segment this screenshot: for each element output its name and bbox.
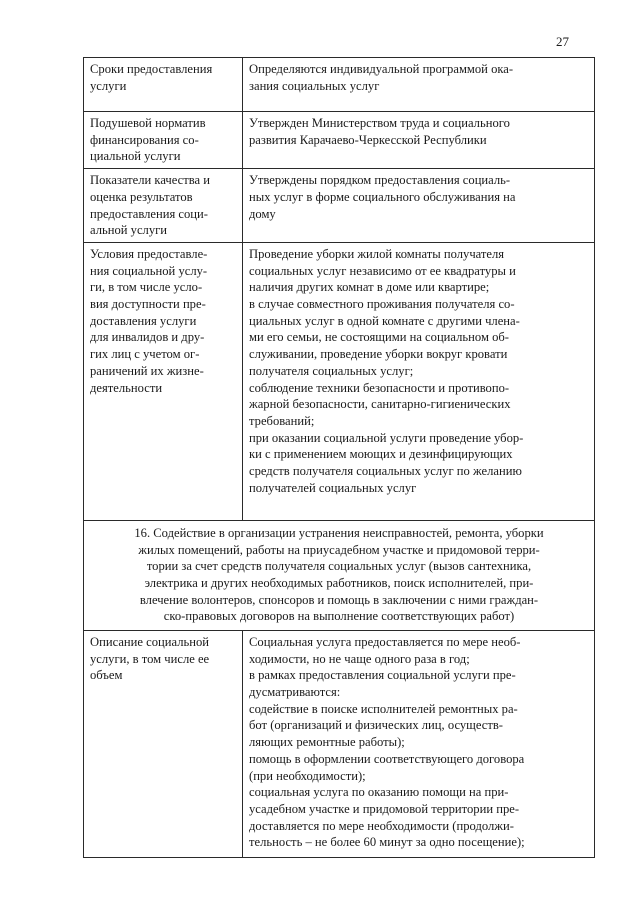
row-value-line: при оказании социальной услуги проведение убор-	[249, 430, 524, 445]
row-value-line: доставляется по мере необходимости (продолжи-	[249, 818, 514, 833]
row-value-line: бот (организаций и физических лиц, осуществ-	[249, 718, 504, 733]
row-value-line: ми его семьи, не состоящими на социальном об-	[249, 330, 509, 345]
row-value-line: Социальная услуга предоставляется по мере необ-	[249, 634, 521, 649]
section-heading-row	[84, 520, 595, 630]
table-row	[84, 169, 595, 243]
row-label-line: раничений их жизне-	[90, 363, 204, 378]
row-value-line: ки с применением моющих и дезинфицирующих	[249, 447, 513, 462]
row-value-line: Определяются индивидуальной программой ока-	[249, 62, 514, 76]
row-label-cell	[84, 242, 243, 520]
section-heading-line: жилых помещений, работы на приусадебном участке и придомовой терри-	[138, 542, 540, 557]
row-value-line: циальных услуг в одной комнате с другими члена-	[249, 313, 520, 328]
row-value-line: развития Карачаево-Черкесской Республики	[249, 132, 487, 147]
row-label-line: Показатели качества и	[90, 173, 211, 188]
row-value-line: дому	[249, 206, 276, 221]
row-label-line: услуги	[90, 78, 127, 93]
row-label-cell	[84, 58, 243, 112]
row-value-line: социальная услуга по оказанию помощи на при-	[249, 785, 509, 800]
row-value-line: ляющих ремонтные работы);	[249, 735, 405, 750]
row-label-line: деятельности	[90, 380, 163, 395]
row-label-line: Условия предоставле-	[90, 246, 208, 261]
section-heading-line: влечение волонтеров, спонсоров и помощь в заключении с ними граждан-	[139, 592, 539, 607]
row-value-line: жарной безопасности, санитарно-гигиенических	[249, 397, 511, 412]
page-number: 27	[556, 34, 569, 49]
table-row	[84, 58, 595, 112]
services-table	[83, 57, 595, 858]
section-heading-line: ско-правовых договоров на выполнение соответствующих работ)	[163, 609, 515, 624]
row-value-line: требований;	[249, 413, 315, 428]
row-value-line: получателя социальных услуг;	[249, 363, 414, 378]
row-label-line: гих лиц с учетом ог-	[90, 347, 200, 362]
row-label-line: доставления услуги	[90, 313, 197, 328]
table-row	[84, 242, 595, 520]
row-value-line: зания социальных услуг	[249, 78, 380, 93]
row-value-line: дусматриваются:	[249, 685, 341, 700]
row-label-line: альной услуги	[90, 223, 168, 238]
row-value-line: усадебном участке и придомовой территории пре-	[249, 801, 520, 816]
row-value-line: тельность – не более 60 минут за одно посещение);	[249, 835, 525, 850]
row-label-line: оценка результатов	[90, 189, 193, 204]
row-value-cell	[243, 630, 595, 857]
row-value-line: в рамках предоставления социальной услуги пре-	[249, 668, 516, 683]
row-value-line: содействие в поиске исполнителей ремонтных ра-	[249, 701, 518, 716]
row-label-line: финансирования со-	[90, 132, 199, 147]
row-value-line: ных услуг в форме социального обслуживания на	[249, 189, 516, 204]
row-label-line: услуги, в том числе ее	[90, 651, 210, 666]
section-heading-line: электрика и других необходимых работников, поиск исполнителей, при-	[144, 576, 534, 591]
section-heading	[84, 520, 595, 630]
row-value-line: средств получателя социальных услуг по желанию	[249, 464, 522, 479]
row-label-cell	[84, 112, 243, 169]
row-label-line: ния социальной услу-	[90, 263, 208, 278]
row-value-line: (при необходимости);	[249, 768, 366, 783]
row-value-line: наличия других комнат в доме или квартире;	[249, 280, 490, 295]
section-heading-line: 16. Содействие в организации устранения неисправностей, ремонта, уборки	[134, 525, 544, 540]
row-value-cell	[243, 242, 595, 520]
row-value-line: помощь в оформлении соответствующего договора	[249, 751, 525, 766]
row-label-line: Подушевой норматив	[90, 116, 206, 130]
row-value-cell	[243, 112, 595, 169]
row-value-line: в случае совместного проживания получателя со-	[249, 297, 515, 312]
row-label-line: объем	[90, 668, 123, 683]
row-label-line: Описание социальной	[90, 634, 209, 649]
row-label-line: вия доступности пре-	[90, 297, 206, 312]
row-value-line: ходимости, но не чаще одного раза в год;	[249, 651, 470, 666]
row-value-line: соблюдение техники безопасности и противопо-	[249, 380, 510, 395]
row-value-line: служивании, проведение уборки вокруг кровати	[249, 347, 508, 362]
row-value-cell	[243, 169, 595, 243]
row-label-line: циальной услуги	[90, 149, 181, 164]
row-label-cell	[84, 169, 243, 243]
table-row	[84, 112, 595, 169]
table-row	[84, 630, 595, 857]
row-value-line: Утвержден Министерством труда и социального	[249, 116, 510, 130]
row-label-line: ги, в том числе усло-	[90, 280, 203, 295]
row-value-line: получателей социальных услуг	[249, 480, 417, 495]
row-label-line: предоставления соци-	[90, 206, 208, 221]
row-value-line: Проведение уборки жилой комнаты получателя	[249, 246, 505, 261]
row-label-cell	[84, 630, 243, 857]
row-value-cell	[243, 58, 595, 112]
section-heading-line: тории за счет средств получателя социальных услуг (вызов сантехника,	[146, 559, 532, 574]
row-value-line: социальных услуг независимо от ее квадратуры и	[249, 263, 516, 278]
row-label-line: для инвалидов и дру-	[90, 330, 205, 345]
row-value-line: Утверждены порядком предоставления социаль-	[249, 173, 511, 188]
row-label-line: Сроки предоставления	[90, 62, 213, 76]
